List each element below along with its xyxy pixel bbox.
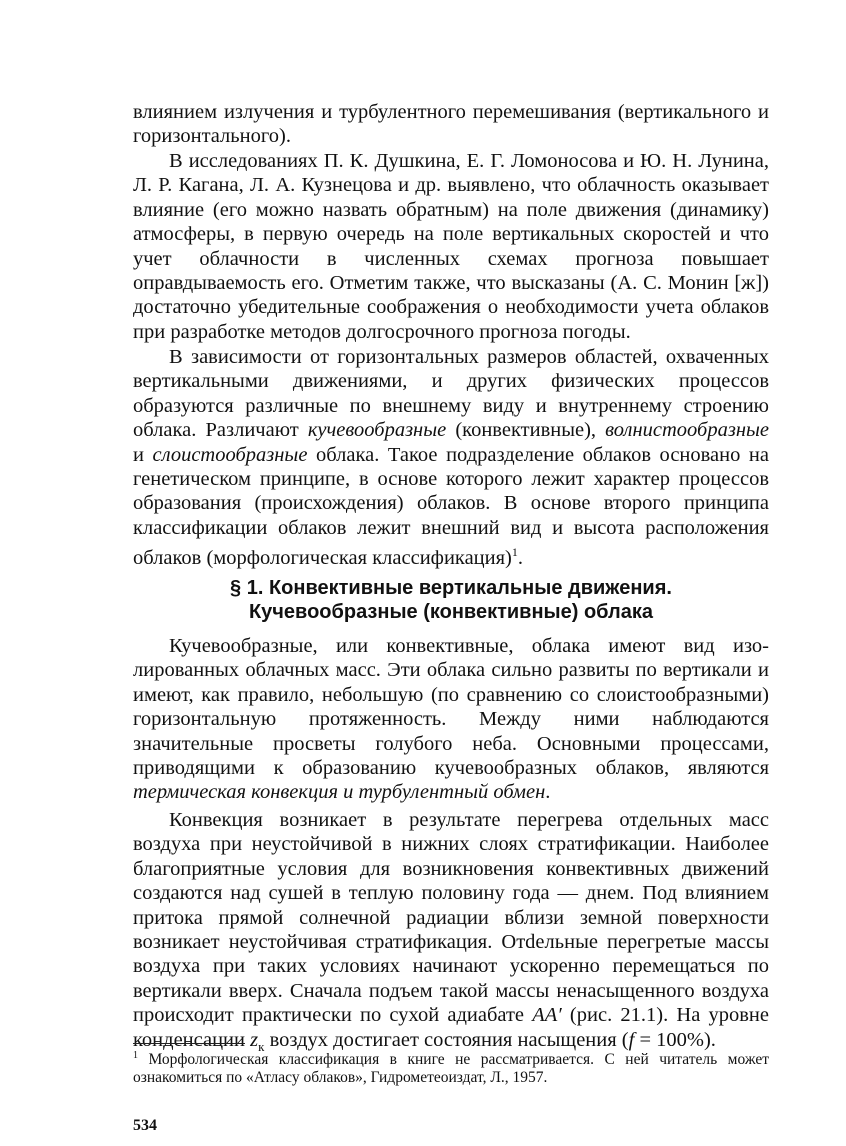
- italic-symbol-f: f: [628, 1028, 635, 1051]
- paragraph-text: [133, 345, 769, 570]
- paragraph-text: В исследованиях П. К. Душкина, Е. Г. Ломоносова и Ю. Н. Лунина, Л. Р. Кагана, Л. А. Кузнецова и др. выявлено, что облачность оказывает влияние (его можно назвать обратным) на поле движения (динамику) атмосферы, в первую очередь на поле вертикальных скоростей и что учет облачности в численных схемах прогноза повышает оправдываемость его. Отметим также, что высказаны (А. С. Монин [ж]) достаточно убедительные соображения о необходимости учета облаков при разработке методов долгосрочного прогноза погоды.: [133, 150, 769, 343]
- text-run: .: [517, 547, 523, 570]
- text-run: и: [133, 443, 153, 466]
- footnote-reference: 1: [511, 545, 518, 560]
- footnote-text: Морфологическая классификация в книге не рассматривается. С ней читатель может ознакомиться по «Атласу облаков», Гидрометеоиздат, Л., 1957.: [133, 1051, 769, 1087]
- paragraph-convection: [133, 808, 769, 1059]
- paragraph-cloud-types: [133, 345, 769, 570]
- italic-term-stratiform: слоистообразные: [152, 443, 308, 466]
- footnote-separator: [133, 1043, 245, 1044]
- paragraph-intro-continuation: [133, 100, 769, 149]
- footnote-mark: 1: [133, 1050, 138, 1061]
- text-run: .: [545, 781, 551, 804]
- italic-term-convection: термическая конвекция и турбулентный обмен: [133, 781, 546, 804]
- paragraph-text: [133, 634, 769, 805]
- text-run: В зависимости от горизонтальных размеров областей, охваченных вертикальными движениями, и других физических процессов образуются различные по внешнему виду и внутреннему строению облака. Различают: [133, 346, 769, 442]
- section-heading: [133, 576, 769, 624]
- paragraph-research-findings: [133, 149, 769, 344]
- italic-symbol-z: z: [250, 1028, 259, 1051]
- paragraph-cumulus-description: [133, 634, 769, 805]
- subscript-k: к: [258, 1038, 265, 1054]
- text-run: облака. Такое подразделение облаков основано на генетическом принципе, в основе которого лежит характер процессов образования (происхождения) облаков. В основе второго принципа классификации облаков лежит внешний вид и высота расположения облаков (морфологическая классификация): [133, 443, 769, 570]
- italic-term-undulatus: волнистообразные: [605, 419, 769, 442]
- section-heading-line-1: § 1. Конвективные вертикальные движения.: [230, 577, 672, 599]
- text-run: (конвективные),: [446, 419, 606, 442]
- paragraph-text: влиянием излучения и турбулентного перемешивания (вертикального и горизонтального).: [133, 101, 769, 148]
- text-run: = 100%).: [634, 1028, 716, 1051]
- footnote: [133, 1047, 769, 1087]
- text-run: Конвекция возникает в результате перегрева отдельных масс воздуха при неустойчивой в нижних слоях стратификации. Наиболее благоприятные условия для возникновения конвективных движений создаются над сушей в теплую половину года — днем. Под влиянием притока прямой солнечной радиации вблизи земной поверхности возникает неустойчивая стратификация. Отdельные перегретые массы воздуха при таких условиях начинают ускоренно перемещаться по вертикали вверх. Сначала подъем такой массы ненасыщенного воздуха происходит практически по сухой адиабате: [133, 809, 769, 1027]
- text-run: (рис. 21.1). На уровне конденсации: [133, 1004, 769, 1051]
- italic-symbol-aa: AA′: [532, 1004, 562, 1027]
- text-run: воздух достигает состояния насыщения (: [264, 1028, 629, 1051]
- paragraph-text: [133, 808, 769, 1059]
- italic-term-cumuliform: кучевообразные: [307, 419, 447, 442]
- section-heading-line-2: Кучевообразные (конвективные) облака: [248, 601, 654, 623]
- text-run: Кучевообразные, или конвективные, облака имеют вид изолированных облачных масс. Эти облака сильно развиты по вертикали и имеют, как правило, небольшую (по сравнению со слоистообразными) горизонтальную протяженность. Между ними наблюдаются значительные просветы голубого неба. Основными процессами, приводящими к образованию кучевообразных облаков, являются: [133, 635, 769, 780]
- page-number: 534: [133, 1117, 157, 1134]
